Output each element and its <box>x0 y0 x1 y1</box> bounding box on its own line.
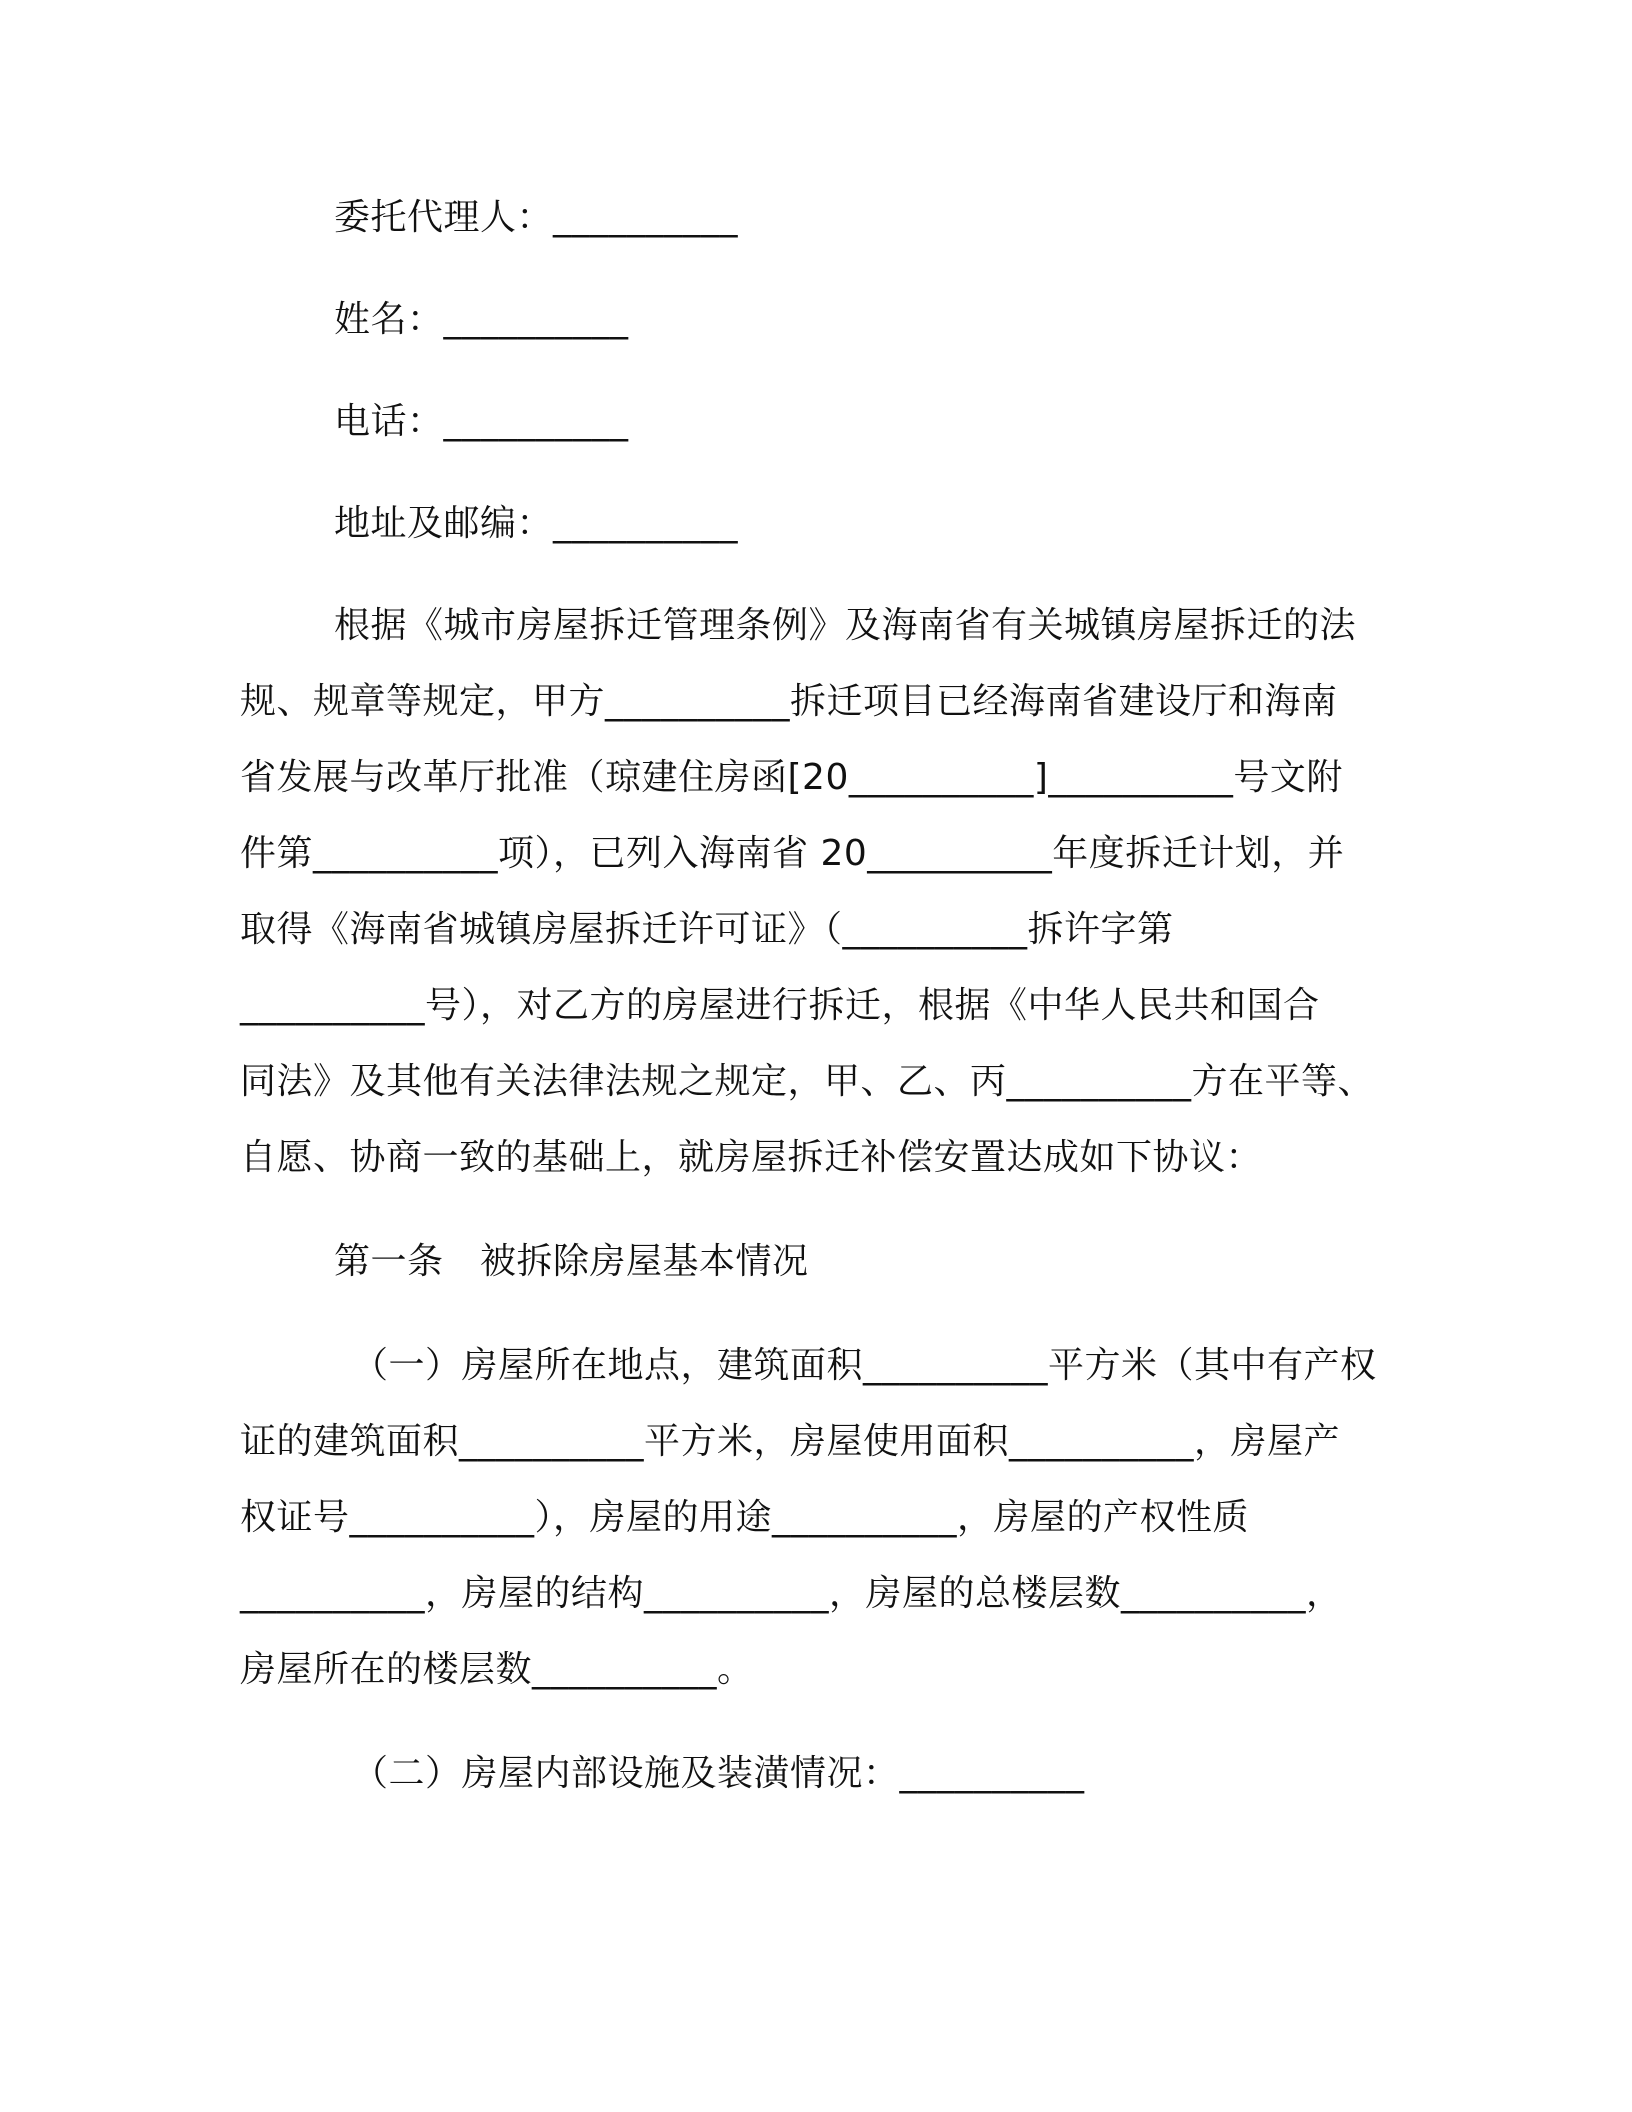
intro-line: 取得《海南省城镇房屋拆迁许可证》（__________拆许字第 <box>240 909 1174 950</box>
intro-line: 根据《城市房屋拆迁管理条例》及海南省有关城镇房屋拆迁的法 <box>334 605 1357 646</box>
item-line: 房屋所在的楼层数__________。 <box>240 1649 754 1690</box>
article-heading: 第一条 被拆除房屋基本情况 <box>334 1241 809 1282</box>
item-line: （一）房屋所在地点，建筑面积__________平方米（其中有产权 <box>352 1345 1377 1386</box>
address-field: 地址及邮编：__________ <box>334 503 739 544</box>
intro-line: 自愿、协商一致的基础上，就房屋拆迁补偿安置达成如下协议： <box>240 1137 1263 1178</box>
item-line: 证的建筑面积__________平方米，房屋使用面积__________，房屋产 <box>240 1421 1341 1462</box>
agent-field: 委托代理人：__________ <box>334 197 739 238</box>
item-line: 权证号__________），房屋的用途__________，房屋的产权性质 <box>240 1497 1250 1538</box>
intro-line: 规、规章等规定，甲方__________拆迁项目已经海南省建设厅和海南 <box>240 681 1338 722</box>
intro-line: 省发展与改革厅批准（琼建住房函[20__________]__________号文附 <box>240 757 1343 798</box>
item-line: __________，房屋的结构__________，房屋的总楼层数__________， <box>240 1573 1343 1614</box>
intro-line: 件第__________项），已列入海南省 20__________年度拆迁计划，并 <box>240 833 1345 874</box>
phone-field: 电话：__________ <box>334 401 629 442</box>
item-line: （二）房屋内部设施及装潢情况：__________ <box>352 1753 1085 1794</box>
intro-line: 同法》及其他有关法律法规之规定，甲、乙、丙__________方在平等、 <box>240 1061 1375 1102</box>
intro-line: __________号），对乙方的房屋进行拆迁，根据《中华人民共和国合 <box>240 985 1320 1026</box>
name-field: 姓名：__________ <box>334 299 629 340</box>
